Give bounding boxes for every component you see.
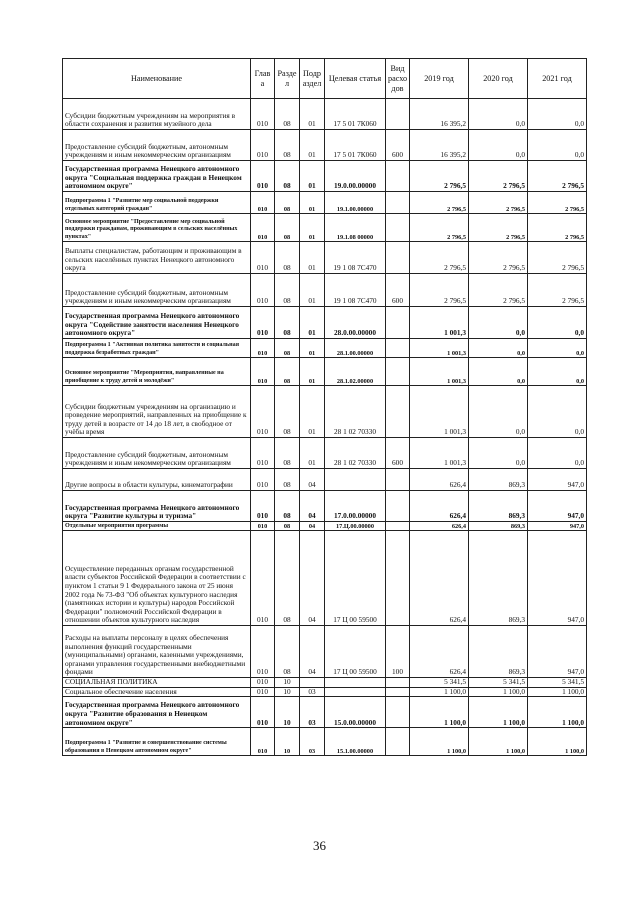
cell-name: Государственная программа Ненецкого автономного округа "Социальная поддержка граждан в Ненецком автономном округе" [63,161,251,192]
table-row [63,469,587,491]
cell-target-article: 15.0.00.00000 [325,697,386,728]
cell-2019: 1 001,3 [410,307,469,339]
cell-target-article: 28.1.00.00000 [325,339,386,358]
cell-2020: 869,3 [469,626,528,678]
cell-2019: 1 100,0 [410,697,469,728]
cell-glava: 010 [251,386,275,438]
table-row [63,386,587,438]
cell-2021: 2 796,5 [528,242,587,274]
cell-name: Выплаты специалистам, работающим и проживающим в сельских населённых пунктах Ненецкого автономного округа [63,242,251,274]
cell-name: Подпрограмма 1 "Развитие мер социальной поддержки отдельных категорий граждан" [63,192,251,214]
cell-2020: 0,0 [469,307,528,339]
cell-2019: 2 796,5 [410,274,469,307]
cell-glava: 010 [251,358,275,386]
cell-razdel: 08 [275,99,300,130]
cell-2021: 2 796,5 [528,192,587,214]
cell-expense-type [386,469,410,491]
cell-glava: 010 [251,678,275,688]
cell-target-article: 17 5 01 7К060 [325,130,386,161]
cell-2020: 1 100,0 [469,697,528,728]
cell-podrazdel: 01 [300,386,325,438]
cell-2021: 0,0 [528,339,587,358]
cell-glava: 010 [251,130,275,161]
cell-2020: 869,3 [469,522,528,531]
cell-razdel: 08 [275,358,300,386]
cell-podrazdel: 01 [300,99,325,130]
cell-target-article: 15.1.00.00000 [325,728,386,756]
table-row [63,626,587,678]
cell-2020: 0,0 [469,386,528,438]
cell-name: Подпрограмма 1 "Развитие и совершенствование системы образования в Ненецком автономном округе" [63,728,251,756]
cell-expense-type: 600 [386,274,410,307]
table-row [63,130,587,161]
cell-glava: 010 [251,161,275,192]
cell-razdel: 08 [275,130,300,161]
cell-name: Расходы на выплаты персоналу в целях обеспечения выполнения функций государственными (муниципальными) органами, казенными учреждениями, органами управления государственными внебюджетными фондами [63,626,251,678]
table-row [63,697,587,728]
cell-2020: 5 341,5 [469,678,528,688]
cell-podrazdel: 03 [300,697,325,728]
cell-expense-type [386,99,410,130]
cell-2019: 626,4 [410,531,469,626]
cell-2020: 869,3 [469,531,528,626]
cell-target-article: 17 5 01 7К060 [325,99,386,130]
cell-2019: 16 395,2 [410,99,469,130]
cell-razdel: 08 [275,469,300,491]
header-target-article: Целевая статья [325,59,386,99]
cell-target-article: 19 1 08 7С470 [325,242,386,274]
header-year-2020: 2020 год [469,59,528,99]
cell-2019: 2 796,5 [410,161,469,192]
table-row [63,242,587,274]
cell-target-article [325,678,386,688]
cell-podrazdel: 01 [300,358,325,386]
cell-2021: 5 341,5 [528,678,587,688]
cell-2021: 2 796,5 [528,161,587,192]
table-row [63,307,587,339]
cell-2020: 0,0 [469,339,528,358]
cell-glava: 010 [251,307,275,339]
cell-name: Основное мероприятие "Мероприятия, направленные на приобщение к труду детей и молодёжи" [63,358,251,386]
table-row [63,214,587,242]
cell-razdel: 10 [275,697,300,728]
cell-expense-type [386,728,410,756]
header-year-2019: 2019 год [410,59,469,99]
cell-2020: 2 796,5 [469,192,528,214]
cell-2019: 16 395,2 [410,130,469,161]
cell-2021: 947,0 [528,491,587,522]
cell-2019: 1 100,0 [410,728,469,756]
cell-name: Отдельные мероприятия программы [63,522,251,531]
cell-target-article: 28.0.00.00000 [325,307,386,339]
cell-podrazdel: 01 [300,130,325,161]
cell-2020: 1 100,0 [469,728,528,756]
cell-expense-type [386,678,410,688]
cell-podrazdel: 01 [300,161,325,192]
table-row [63,274,587,307]
cell-razdel: 08 [275,531,300,626]
cell-2021: 947,0 [528,522,587,531]
cell-2020: 2 796,5 [469,242,528,274]
cell-expense-type [386,358,410,386]
cell-2019: 2 796,5 [410,192,469,214]
cell-2020: 0,0 [469,358,528,386]
cell-razdel: 08 [275,242,300,274]
cell-2019: 1 100,0 [410,687,469,697]
cell-expense-type: 600 [386,130,410,161]
cell-2019: 1 001,3 [410,386,469,438]
cell-glava: 010 [251,687,275,697]
cell-podrazdel: 04 [300,531,325,626]
cell-2021: 2 796,5 [528,274,587,307]
cell-podrazdel: 01 [300,339,325,358]
cell-name: Субсидии бюджетным учреждениям на мероприятия в области сохранения и развития музейного дела [63,99,251,130]
page-number: 36 [313,838,326,853]
cell-target-article: 19.1.08 00000 [325,214,386,242]
cell-2021: 1 100,0 [528,728,587,756]
cell-name: Субсидии бюджетным учреждениям на организацию и проведение мероприятий, направленных на приобщение к труду детей в возрасте от 14 до 18 лет, в свободное от учёбы время [63,386,251,438]
table-row [63,531,587,626]
cell-2019: 1 001,3 [410,438,469,469]
cell-expense-type [386,307,410,339]
cell-razdel: 08 [275,192,300,214]
cell-2020: 0,0 [469,438,528,469]
cell-name: СОЦИАЛЬНАЯ ПОЛИТИКА [63,678,251,688]
cell-2020: 2 796,5 [469,161,528,192]
cell-razdel: 10 [275,678,300,688]
header-name: Наименование [63,59,251,99]
cell-razdel: 08 [275,522,300,531]
cell-razdel: 08 [275,339,300,358]
cell-target-article: 28 1 02 70330 [325,386,386,438]
cell-podrazdel: 03 [300,728,325,756]
cell-name: Социальное обеспечение населения [63,687,251,697]
table-row [63,678,587,688]
cell-2021: 0,0 [528,386,587,438]
cell-name: Государственная программа Ненецкого автономного округа "Развитие культуры и туризма" [63,491,251,522]
budget-table [62,58,587,756]
cell-target-article: 19 1 08 7С470 [325,274,386,307]
table-row [63,728,587,756]
cell-2019: 1 001,3 [410,358,469,386]
cell-2019: 626,4 [410,469,469,491]
table-row [63,687,587,697]
cell-podrazdel: 03 [300,687,325,697]
cell-2020: 2 796,5 [469,274,528,307]
cell-podrazdel: 04 [300,491,325,522]
cell-2020: 869,3 [469,469,528,491]
cell-glava: 010 [251,438,275,469]
cell-2021: 947,0 [528,469,587,491]
cell-glava: 010 [251,274,275,307]
cell-podrazdel: 01 [300,274,325,307]
cell-2019: 2 796,5 [410,242,469,274]
cell-2021: 0,0 [528,307,587,339]
cell-glava: 010 [251,626,275,678]
cell-target-article: 28.1.02.00000 [325,358,386,386]
cell-razdel: 08 [275,386,300,438]
cell-podrazdel: 01 [300,438,325,469]
cell-podrazdel: 01 [300,307,325,339]
cell-2020: 0,0 [469,130,528,161]
cell-target-article: 19.0.00.00000 [325,161,386,192]
cell-name: Предоставление субсидий бюджетным, автономным учреждениям и иным некоммерческим организациям [63,274,251,307]
cell-expense-type [386,214,410,242]
cell-expense-type [386,192,410,214]
cell-name: Государственная программа Ненецкого автономного округа "Развитие образования в Ненецком автономном округе" [63,697,251,728]
cell-2021: 0,0 [528,358,587,386]
cell-target-article: 28 1 02 70330 [325,438,386,469]
cell-name: Подпрограмма 1 "Активная политика занятости и социальная поддержка безработных граждан" [63,339,251,358]
cell-glava: 010 [251,531,275,626]
cell-2019: 2 796,5 [410,214,469,242]
cell-target-article: 17.Ц.00.00000 [325,522,386,531]
cell-expense-type [386,531,410,626]
header-year-2021: 2021 год [528,59,587,99]
cell-podrazdel: 01 [300,242,325,274]
cell-target-article [325,469,386,491]
cell-expense-type [386,386,410,438]
cell-2019: 1 001,3 [410,339,469,358]
cell-2020: 1 100,0 [469,687,528,697]
cell-razdel: 08 [275,214,300,242]
table-row [63,358,587,386]
cell-expense-type: 100 [386,626,410,678]
cell-name: Государственная программа Ненецкого автономного округа "Содействие занятости населения Ненецкого автономного округа" [63,307,251,339]
cell-glava: 010 [251,728,275,756]
cell-razdel: 08 [275,161,300,192]
cell-name: Предоставление субсидий бюджетным, автономным учреждениям и иным некоммерческим организациям [63,438,251,469]
header-expense-type: Вид расхо дов [386,59,410,99]
table-row [63,491,587,522]
cell-2021: 0,0 [528,438,587,469]
header-razdel: Разде л [275,59,300,99]
table-row [63,339,587,358]
cell-podrazdel: 04 [300,522,325,531]
cell-glava: 010 [251,697,275,728]
cell-2021: 1 100,0 [528,697,587,728]
cell-podrazdel: 01 [300,192,325,214]
table-row [63,161,587,192]
cell-razdel: 08 [275,307,300,339]
cell-razdel: 08 [275,491,300,522]
cell-glava: 010 [251,339,275,358]
cell-glava: 010 [251,469,275,491]
header-glava: Глав а [251,59,275,99]
cell-2020: 2 796,5 [469,214,528,242]
cell-2021: 947,0 [528,626,587,678]
cell-name: Основное мероприятие "Предоставление мер социальной поддержки гражданам, проживающим в сельских населённых пунктах" [63,214,251,242]
cell-glava: 010 [251,99,275,130]
cell-2019: 5 341,5 [410,678,469,688]
header-podrazdel: Подр аздел [300,59,325,99]
cell-expense-type [386,491,410,522]
cell-glava: 010 [251,491,275,522]
cell-razdel: 10 [275,728,300,756]
cell-target-article [325,687,386,697]
cell-glava: 010 [251,522,275,531]
cell-glava: 010 [251,242,275,274]
cell-podrazdel: 01 [300,214,325,242]
cell-podrazdel [300,678,325,688]
cell-2021: 0,0 [528,130,587,161]
cell-2019: 626,4 [410,491,469,522]
table-header-row [63,59,587,99]
cell-2021: 1 100,0 [528,687,587,697]
cell-expense-type [386,242,410,274]
table-row [63,99,587,130]
cell-target-article: 17 Ц 00 59500 [325,626,386,678]
cell-2021: 947,0 [528,531,587,626]
cell-target-article: 17 Ц 00 59500 [325,531,386,626]
cell-name: Осуществление переданных органам государственной власти субъектов Российской Федерации в соответствии с пунктом 1 статьи 9 1 Федерального закона от 25 июня 2002 года № 73-ФЗ "Об объектах культурного наследия (памятниках истории и культуры) народов Российской Федерации" полномочий Российской Федерации в отношении объектов культурного наследия [63,531,251,626]
cell-expense-type [386,687,410,697]
table-body [63,99,587,756]
table-row [63,522,587,531]
cell-2019: 626,4 [410,626,469,678]
cell-2019: 626,4 [410,522,469,531]
cell-2020: 0,0 [469,99,528,130]
table-row [63,192,587,214]
cell-expense-type [386,161,410,192]
cell-expense-type [386,697,410,728]
cell-glava: 010 [251,214,275,242]
cell-razdel: 10 [275,687,300,697]
cell-podrazdel: 04 [300,626,325,678]
cell-expense-type: 600 [386,438,410,469]
cell-name: Предоставление субсидий бюджетным, автономным учреждениям и иным некоммерческим организациям [63,130,251,161]
cell-target-article: 17.0.00.00000 [325,491,386,522]
cell-expense-type [386,522,410,531]
cell-razdel: 08 [275,274,300,307]
table-row [63,438,587,469]
cell-razdel: 08 [275,626,300,678]
cell-2020: 869,3 [469,491,528,522]
cell-target-article: 19.1.00.00000 [325,192,386,214]
cell-expense-type [386,339,410,358]
cell-razdel: 08 [275,438,300,469]
cell-name: Другие вопросы в области культуры, кинематографии [63,469,251,491]
cell-2021: 2 796,5 [528,214,587,242]
cell-2021: 0,0 [528,99,587,130]
cell-glava: 010 [251,192,275,214]
cell-podrazdel: 04 [300,469,325,491]
